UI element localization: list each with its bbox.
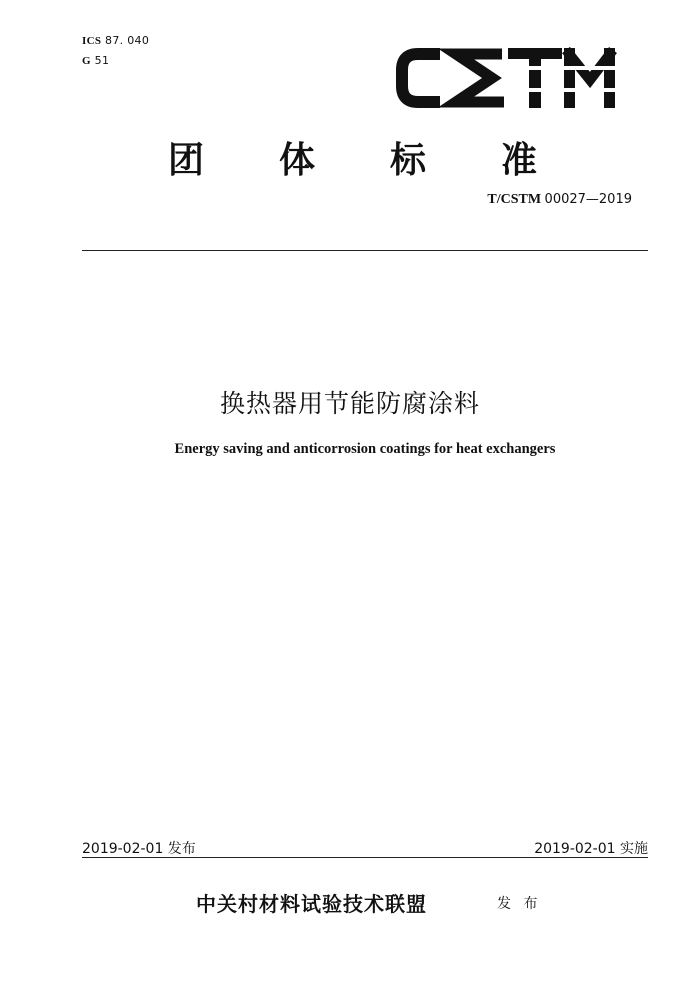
doc-type-char: 标 [389, 140, 426, 181]
ics-code [82, 34, 149, 47]
ccs-value: 51 [94, 54, 110, 67]
doc-type-char: 准 [500, 140, 537, 181]
ccs-label: G [82, 55, 91, 67]
title-english: Energy saving and anticorrosion coatings for heat exchangers [174, 441, 556, 457]
publish-label: 发 布 [497, 896, 542, 912]
publisher-name: 中关村材料试验技术联盟 [196, 892, 427, 916]
footer-divider [82, 857, 648, 858]
standard-prefix: T/CSTM [487, 192, 542, 207]
ics-value: 87. 040 [105, 34, 150, 47]
doc-type-char: 团 [167, 140, 204, 181]
standard-number [487, 192, 632, 208]
title-chinese: 换热器用节能防腐涂料 [219, 389, 480, 418]
implement-date: 2019-02-01 实施 [534, 841, 648, 857]
ccs-code [82, 54, 109, 67]
header-divider [82, 250, 648, 251]
cstm-logo [396, 44, 618, 112]
doc-type-char: 体 [278, 140, 315, 181]
document-type-heading [0, 132, 700, 183]
standard-code: 00027—2019 [544, 192, 632, 207]
publish-date: 2019-02-01 发布 [82, 841, 196, 857]
ics-label: ICS [82, 35, 102, 47]
